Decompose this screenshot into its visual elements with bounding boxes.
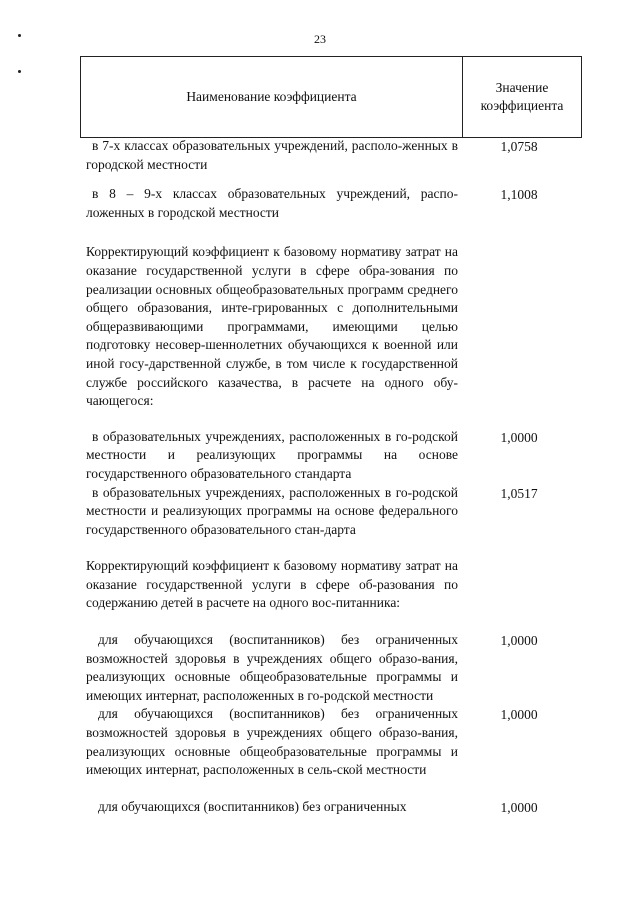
table-row <box>86 137 580 174</box>
page-number: 23 <box>314 32 326 46</box>
coefficient-name: в 8 – 9-х классах образовательных учреждений, распо-ложенных в городской местности <box>86 186 458 220</box>
table-row <box>86 484 580 540</box>
coefficient-value <box>458 243 580 410</box>
coefficient-value: 1,0000 <box>500 429 538 445</box>
coefficient-value: 1,0000 <box>500 707 538 723</box>
coefficient-name: в 7-х классах образовательных учреждений, располо-женных в городской местности <box>86 138 458 172</box>
coefficient-value: 1,0000 <box>500 633 538 649</box>
coefficient-name: для обучающихся (воспитанников) без ограниченных возможностей здоровья в учреждениях общего образо-вания, реализующих основные общеобразовательные программы и имеющих интернат, расположенных в го-родской местности <box>86 632 458 703</box>
column-header-value: Значение коэффициента <box>480 80 564 113</box>
table-row <box>86 428 580 484</box>
coefficient-name: в образовательных учреждениях, расположенных в го-родской местности и реализующих программы на основе федерального государственного образовательного стан-дарта <box>86 484 458 537</box>
coefficient-value: 1,0000 <box>500 799 538 815</box>
table-row <box>86 631 580 705</box>
table-header <box>80 56 582 138</box>
coefficient-value: 1,0758 <box>500 139 538 154</box>
table-row <box>86 557 580 613</box>
table-row <box>86 243 580 410</box>
coefficient-value: 1,0517 <box>500 485 538 501</box>
coefficient-name: для обучающихся (воспитанников) без ограниченных <box>98 798 407 814</box>
table-row <box>86 705 580 779</box>
coefficient-name: для обучающихся (воспитанников) без ограниченных возможностей здоровья в учреждениях общего образо-вания, реализующих основные общеобразовательные программы и имеющих интернат, расположенных в сель-ской местности <box>86 706 458 778</box>
scan-speck <box>18 70 21 73</box>
table-body <box>86 137 580 817</box>
table-row <box>86 185 580 222</box>
table-row <box>86 798 580 818</box>
coefficient-value <box>458 557 580 613</box>
coefficient-name: Корректирующий коэффициент к базовому нормативу затрат на оказание государственной услуги в сфере обра-зования по реализации основных общеобразовательных программ среднего общего образования, инте-грированных с дополнительными общеразвивающими программами, имеющими целью подготовку несовер-шеннолетних обучающихся к военной или иной госу-дарственной службе, в том числе к государственной службе российского казачества, в расчете на одного обу-чающегося: <box>86 244 458 409</box>
column-header-name: Наименование коэффициента <box>81 57 463 137</box>
coefficient-name: Корректирующий коэффициент к базовому нормативу затрат на оказание государственной услуги в сфере об-разования по содержанию детей в расчете на одного вос-питанника: <box>86 558 458 611</box>
coefficient-value: 1,1008 <box>500 187 538 203</box>
coefficient-name: в образовательных учреждениях, расположенных в го-родской местности и реализующих программы на основе государственного образовательного стандарта <box>86 428 458 481</box>
